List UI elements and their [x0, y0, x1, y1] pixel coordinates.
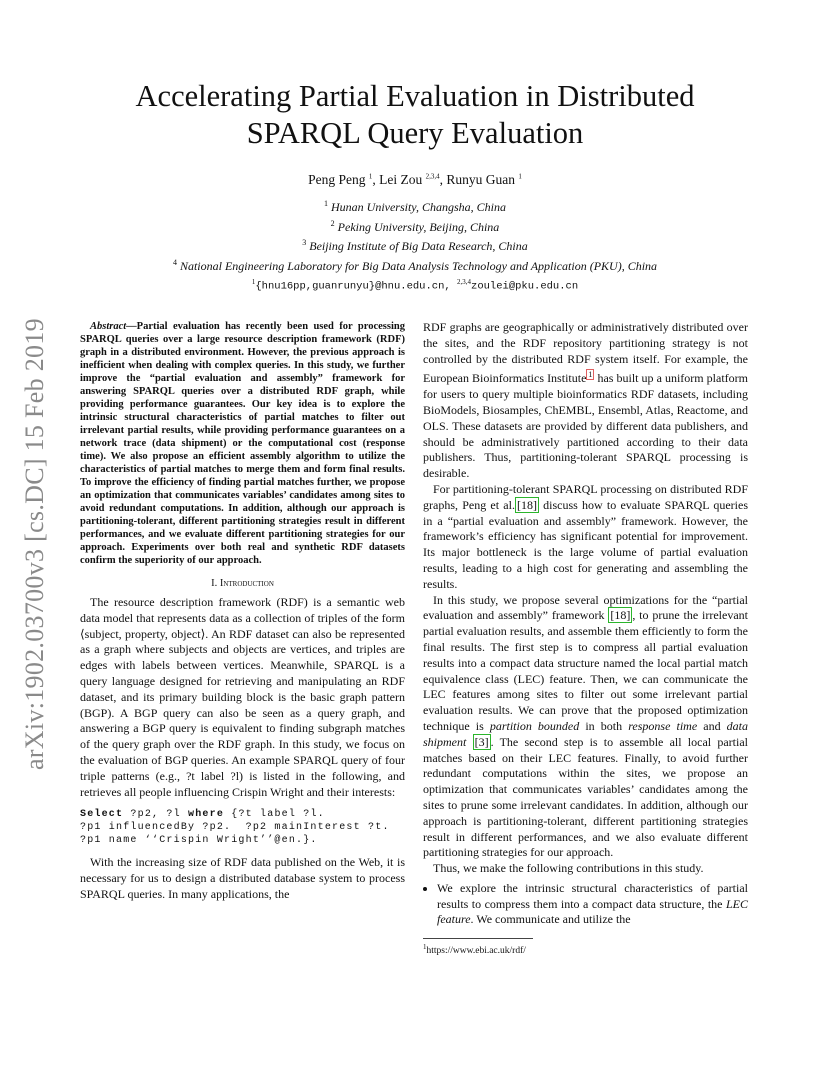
author-name: Runyu Guan — [446, 172, 515, 187]
email-address[interactable]: {hnu16pp,guanrunyu}@hnu.edu.cn, — [255, 280, 451, 293]
footnote-divider — [423, 938, 533, 939]
author-affil-mark: 1 — [518, 172, 522, 181]
title-line-2: SPARQL Query Evaluation — [246, 116, 584, 150]
affil-text: Peking University, Beijing, China — [337, 219, 500, 234]
affil-text: National Engineering Laboratory for Big Data Analysis Technology and Application (PKU), China — [179, 258, 658, 273]
abstract — [80, 320, 405, 567]
affil-mark: 4 — [172, 257, 177, 267]
citation-link[interactable]: [18] — [516, 497, 537, 512]
title-line-1: Accelerating Partial Evaluation in Distributed — [135, 79, 695, 113]
author-list: Peng Peng $^1$, Lei Zou $^{2,3,4}$, Runyu Guan $^1$ — [308, 172, 522, 187]
text-run: has built up a uniform platform for users to query multiple bioinformatics RDF datasets, including BioModels, Biosamples, ChEMBL, Ensembl, Atlas, Reactome, and OLS. These datasets are provided by different data publishers, and should be administratively partitioned according to their data publishers. Thus, partitioning-tolerant SPARQL processing is desirable. — [423, 371, 749, 481]
sparql-query-example — [80, 808, 405, 847]
email-mark: 1 — [251, 278, 256, 286]
email-line — [80, 278, 750, 293]
arxiv-identifier-stamp: arXiv:1902.03700v3 [cs.DC] 15 Feb 2019 — [20, 318, 49, 770]
right-paragraph-3 — [423, 593, 748, 862]
code-text: {?t label ?l. — [224, 809, 325, 821]
affil-mark: 1 — [323, 199, 328, 208]
author-name: Lei Zou — [379, 172, 423, 187]
affiliation — [80, 216, 750, 236]
right-paragraph-2 — [423, 482, 748, 593]
abstract-label: Abstract — [90, 321, 127, 332]
paper-title — [80, 78, 750, 152]
text-run: discuss how to evaluate SPARQL queries in a “partial evaluation and assembly” framework. However, the framework’s efficiency has significant potential for improvement. Its major bottleneck is the large volume of partial evaluation results, leading to a high cost for generating and assembling the results. — [423, 497, 748, 591]
author-affil-mark: 1 — [368, 172, 373, 181]
affiliation — [80, 196, 750, 216]
code-text: ?p2, ?l — [123, 809, 189, 821]
text-run: For partitioning-tolerant SPARQL processing on distributed RDF graphs, Peng et al. — [423, 481, 748, 512]
affil-text: Hunan University, Changsha, China — [330, 200, 506, 214]
text-run: , to prune the irrelevant partial evaluation results, and assemble them efficiently to form the final results. The first step is to compress all partial evaluation results into a compact data structure named the local partial match equivalence class (LEC) feature. Then, we can communicate the LEC features among sites to filter out some irrelevant partial evaluation results. We can prove that the proposed optimization technique is — [423, 608, 748, 733]
affiliation — [80, 235, 750, 255]
right-paragraph-1 — [423, 320, 748, 482]
right-column — [423, 320, 748, 956]
left-column — [80, 320, 405, 903]
affil-mark: 2 — [330, 218, 335, 228]
citation-link[interactable]: [18] — [610, 608, 631, 623]
code-keyword: Select — [80, 809, 124, 821]
affil-text: Beijing Institute of Big Data Research, China — [309, 239, 528, 253]
text-run: . The second step is to assemble all local partial matches based on their LEC features. Finally, to avoid further redundant computations within the sites, we propose an optimization that communicates variables’ candidates among the sites to prune some irrelevant candidates. In addition, although our approach is partitioning-tolerant, different partitioning strategies result in different performances, and we also evaluate different partitioning strategies for our approach. — [423, 734, 748, 860]
text-run: . We communicate and utilize the — [470, 912, 631, 927]
author-affil-mark: 2,3,4 — [425, 172, 440, 181]
footnote — [423, 943, 748, 956]
contribution-list — [423, 881, 748, 928]
code-line: ?p1 influencedBy ?p2. ?p2 mainInterest ?t. — [80, 822, 390, 834]
text-run: and — [697, 718, 727, 733]
citation-link[interactable]: [3] — [474, 734, 489, 749]
intro-paragraph-2: With the increasing size of RDF data published on the Web, it is necessary for us to design a distributed database system to process SPARQL queries. In many applications, the — [80, 855, 405, 901]
text-run: in both — [579, 718, 629, 733]
emphasis-text: LEC feature — [437, 896, 748, 927]
affiliation — [80, 255, 750, 275]
emphasis-text: response time — [628, 718, 698, 733]
text-run: We explore the intrinsic structural characteristics of partial results to compress them into a compact data structure, the — [437, 880, 748, 911]
emphasis-text: partition bounded — [489, 718, 580, 733]
emphasis-text: data shipment — [423, 718, 748, 749]
section-heading-introduction: I. Introduction — [211, 578, 274, 589]
footnote-link[interactable]: 1 — [588, 370, 593, 380]
right-paragraph-4: Thus, we make the following contributions in this study. — [433, 861, 704, 876]
code-line: ?p1 name ‘‘Crispin Wright’’@en.}. — [80, 835, 318, 847]
text-run: In this study, we propose several optimizations for the “partial evaluation and assembly” framework — [423, 592, 748, 623]
email-address[interactable]: zoulei@pku.edu.cn — [471, 280, 579, 293]
affiliation-list — [80, 196, 750, 274]
footnote-url[interactable]: https://www.ebi.ac.uk/rdf/ — [426, 946, 526, 957]
affil-mark: 3 — [302, 238, 307, 247]
author-name: Peng Peng — [308, 172, 366, 187]
email-mark: 2,3,4 — [457, 278, 472, 286]
contribution-item — [437, 881, 748, 928]
footnote-mark: 1 — [423, 943, 427, 952]
text-run: RDF graphs are geographically or administratively distributed over the sites, and the RDF repository partitioning strategy is not controlled by the distributed RDF system itself. For example, the European Bioinformatics Institute — [423, 320, 748, 386]
abstract-text: —Partial evaluation has recently been used for processing SPARQL queries over a large resource description framework (RDF) graph in a distributed environment. However, the previous approach is inefficient when dealing with complex queries. In this study, we further improve the “partial evaluation and assembly” framework for answering SPARQL queries over a distributed RDF graph, while providing performance guarantees. Our key idea is to explore the intrinsic structural characteristics of partial matches to filter out irrelevant partial results, while providing performance guarantees on a network trace (data shipment) or the computational cost (response time). We also propose an efficient assembly algorithm to utilize the characteristics of partial matches to merge them and form final results. To improve the efficiency of finding partial matches further, we propose an optimization that communicates variables’ candidates among sites to avoid redundant computations. In addition, although our approach is partitioning-tolerant, different partitioning strategies result in different performances, and we evaluate different partitioning strategies for our approach. Experiments over both real and synthetic RDF datasets confirm the superiority of our approach. — [80, 321, 405, 566]
code-keyword: where — [188, 809, 225, 821]
intro-paragraph-1: The resource description framework (RDF) is a semantic web data model that represents data as a collection of triples of the form ⟨subject, property, object⟩. An RDF dataset can also be represented as a graph where subjects and objects are vertices, and triples are edges with labels between vertices. Meanwhile, SPARQL is a query language designed for retrieving and manipulating an RDF dataset, and its primary building block is the basic graph pattern (BGP). A BGP query can also be seen as a query graph, and answering a BGP query is equivalent to finding subgraph matches of the query graph over the RDF graph. In this study, we focus on the evaluation of BGP queries. An example SPARQL query of four triple patterns (e.g., ?t label ?l) is listed in the following, and retrieves all people influencing Crispin Wright and their interests: — [80, 595, 405, 799]
text-run — [466, 735, 472, 749]
